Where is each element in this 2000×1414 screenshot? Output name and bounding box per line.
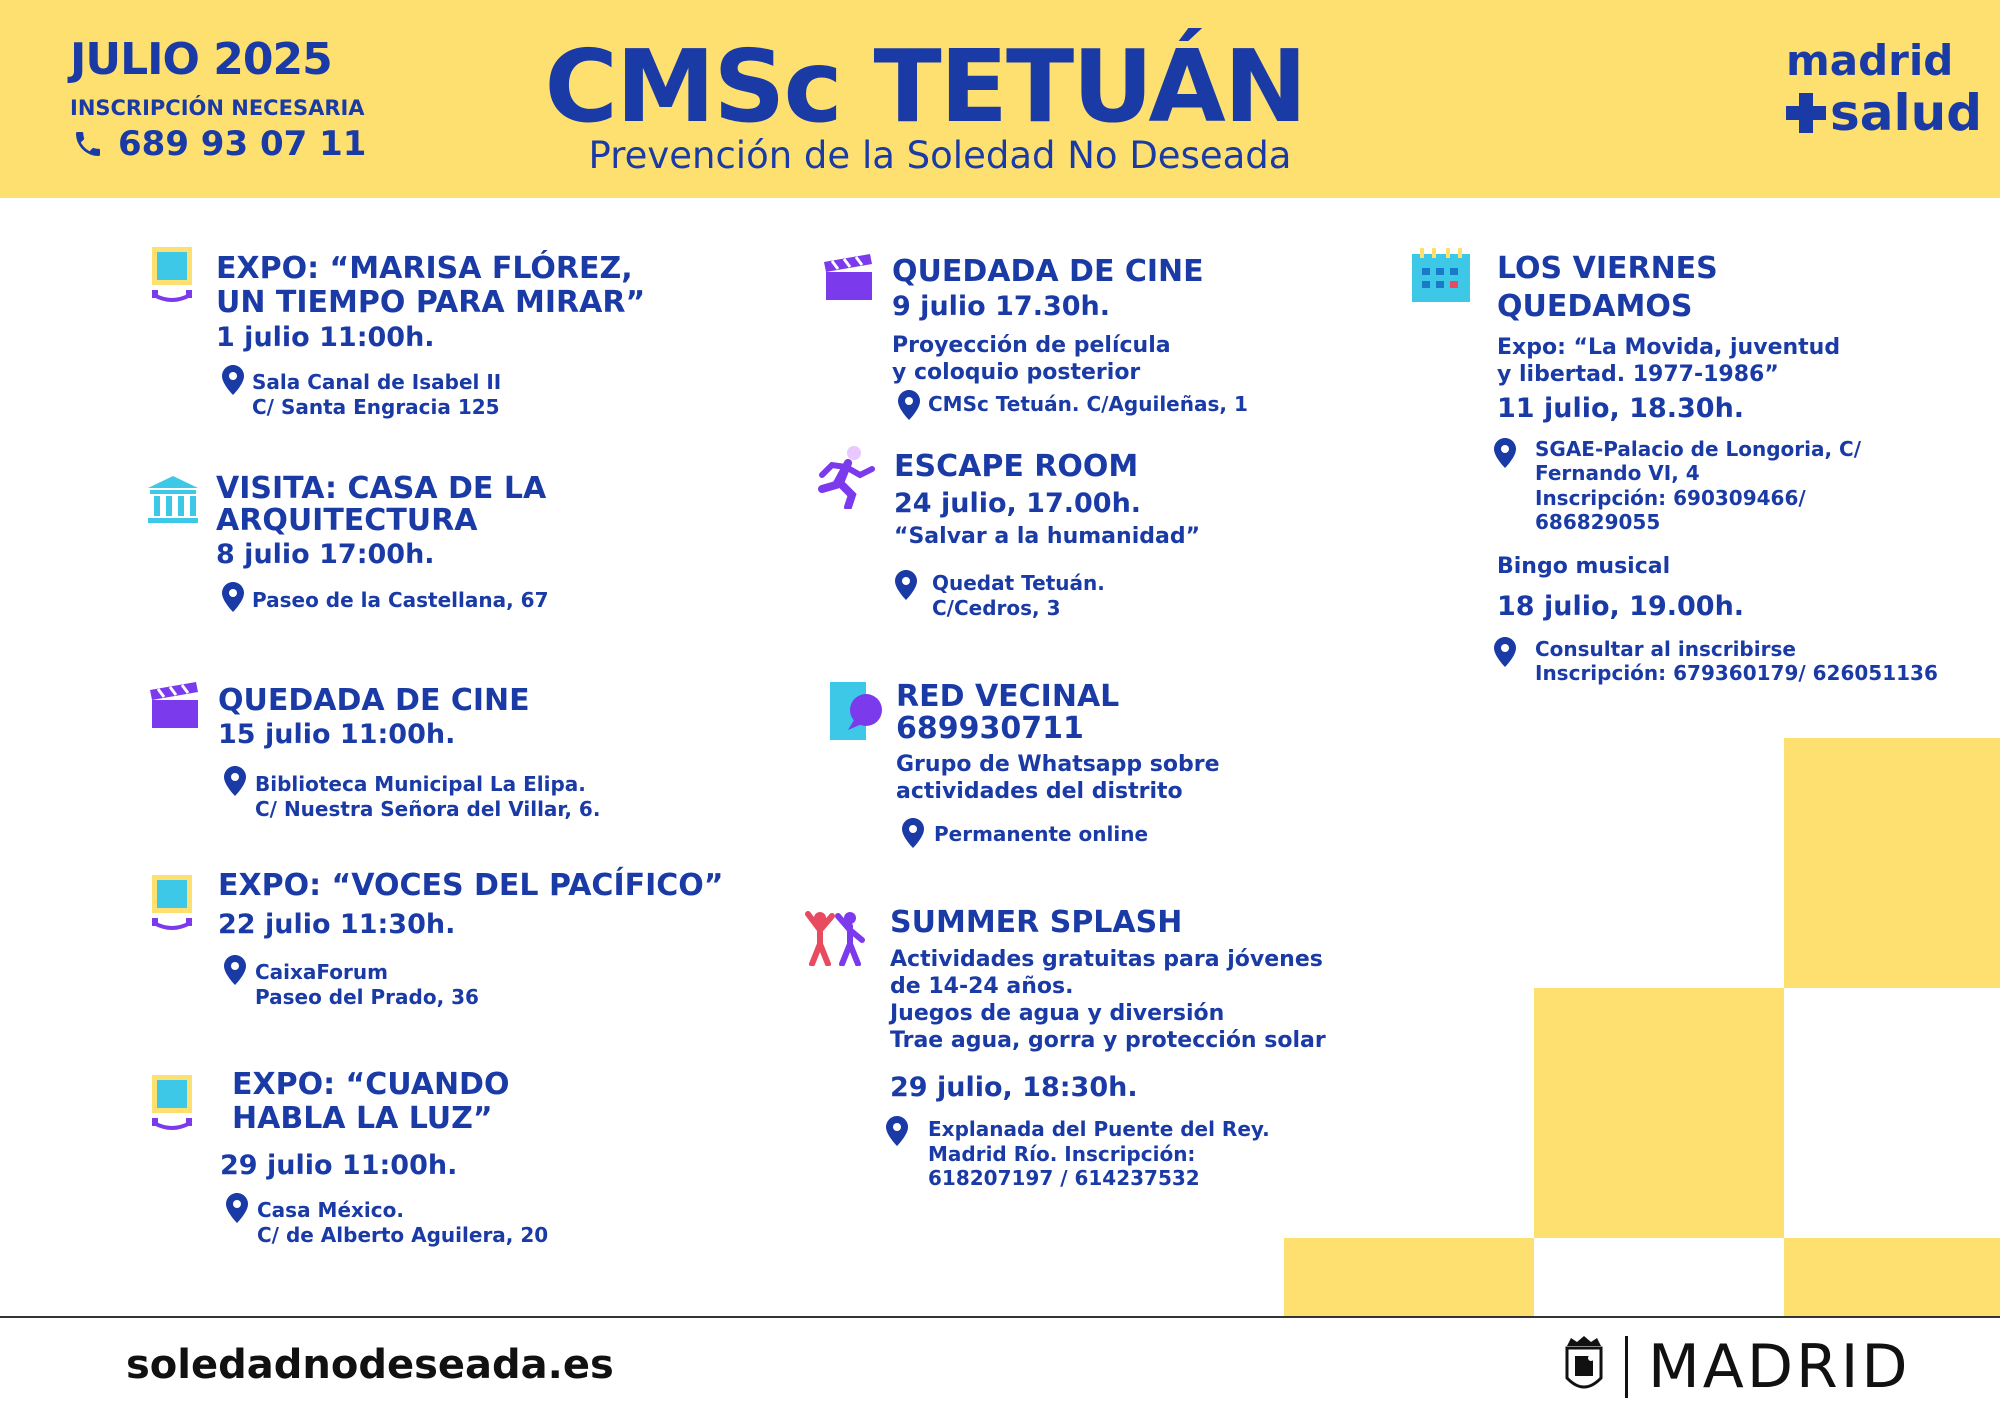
event-date: 9 julio 17.30h. — [892, 291, 1111, 322]
event-title: EXPO: “VOCES DEL PACÍFICO” — [218, 868, 724, 903]
event-location: Quedat Tetuán. — [932, 571, 1105, 595]
madrid-coat-of-arms-icon — [1563, 1334, 1605, 1396]
event-location: Fernando VI, 4 — [1535, 461, 1700, 485]
event-location: Casa México. — [257, 1198, 404, 1222]
event-title: EXPO: “CUANDO — [232, 1067, 510, 1102]
event-location: Paseo de la Castellana, 67 — [252, 588, 549, 612]
madrid-logo-text: MADRID — [1648, 1332, 1911, 1402]
event-location: Consultar al inscribirse — [1535, 637, 1796, 661]
event-title: ARQUITECTURA — [216, 503, 478, 538]
location-pin-icon — [886, 1116, 908, 1146]
picture-frame-icon — [150, 873, 198, 931]
page-subtitle: Prevención de la Soledad No Deseada — [588, 134, 1292, 177]
event-location: Madrid Río. Inscripción: — [928, 1142, 1196, 1166]
clapperboard-icon — [148, 680, 200, 730]
event-location: C/ Santa Engracia 125 — [252, 395, 500, 419]
chat-phone-icon — [828, 680, 886, 742]
inscription-label: INSCRIPCIÓN NECESARIA — [70, 96, 365, 120]
event-title: QUEDADA DE CINE — [892, 254, 1204, 289]
event-location: CMSc Tetuán. C/Aguileñas, 1 — [928, 392, 1248, 416]
location-pin-icon — [226, 1193, 248, 1223]
event-date: 18 julio, 19.00h. — [1497, 591, 1745, 622]
event-description: Proyección de película — [892, 333, 1171, 358]
picture-frame-icon — [150, 1073, 198, 1131]
event-description: de 14-24 años. — [890, 974, 1074, 999]
location-pin-icon — [222, 582, 244, 612]
location-pin-icon — [224, 955, 246, 985]
event-date: 24 julio, 17.00h. — [894, 488, 1142, 519]
website-link[interactable]: soledadnodeseada.es — [126, 1342, 614, 1388]
location-pin-icon — [224, 766, 246, 796]
location-pin-icon — [1494, 637, 1516, 667]
event-location: C/ de Alberto Aguilera, 20 — [257, 1223, 549, 1247]
event-location: Permanente online — [934, 822, 1149, 846]
event-location: 686829055 — [1535, 510, 1661, 534]
event-location: Inscripción: 679360179/ 626051136 — [1535, 661, 1938, 685]
location-pin-icon — [902, 818, 924, 848]
cross-icon — [1786, 93, 1826, 133]
event-date: 8 julio 17:00h. — [216, 539, 435, 570]
event-location: C/ Nuestra Señora del Villar, 6. — [255, 797, 601, 821]
page-title: CMSc TETUÁN — [544, 28, 1306, 145]
event-title: QUEDADA DE CINE — [218, 683, 530, 718]
event-title: RED VECINAL — [896, 679, 1120, 714]
event-title: VISITA: CASA DE LA — [216, 471, 547, 506]
event-location: Biblioteca Municipal La Elipa. — [255, 772, 586, 796]
event-title: QUEDAMOS — [1497, 289, 1693, 324]
madrid-salud-logo-text: madrid — [1786, 36, 1954, 85]
event-description: Actividades gratuitas para jóvenes — [890, 947, 1323, 972]
deco-block — [1784, 1238, 2000, 1316]
event-title: EXPO: “MARISA FLÓREZ, — [216, 251, 633, 286]
event-location: C/Cedros, 3 — [932, 596, 1061, 620]
event-description: actividades del distrito — [896, 779, 1183, 804]
madrid-salud-logo: salud — [1786, 84, 1982, 142]
deco-block — [1784, 738, 2000, 988]
event-location: CaixaForum — [255, 960, 388, 984]
event-date: 29 julio, 18:30h. — [890, 1072, 1138, 1103]
event-location: Sala Canal de Isabel II — [252, 370, 502, 394]
event-date: 11 julio, 18.30h. — [1497, 393, 1745, 424]
deco-block — [1534, 988, 1784, 1238]
event-title: LOS VIERNES — [1497, 251, 1718, 286]
footer-divider — [0, 1316, 2000, 1318]
event-description: “Salvar a la humanidad” — [894, 524, 1201, 549]
location-pin-icon — [222, 365, 244, 395]
event-title: ESCAPE ROOM — [894, 449, 1139, 484]
location-pin-icon — [1494, 438, 1516, 468]
event-description: Grupo de Whatsapp sobre — [896, 752, 1220, 777]
event-description: y coloquio posterior — [892, 360, 1141, 385]
location-pin-icon — [895, 570, 917, 600]
event-subtitle: 689930711 — [896, 711, 1084, 746]
footer-separator — [1625, 1336, 1628, 1398]
event-location: SGAE-Palacio de Longoria, C/ — [1535, 437, 1862, 461]
event-location: Explanada del Puente del Rey. — [928, 1117, 1270, 1141]
event-date: 29 julio 11:00h. — [220, 1150, 458, 1181]
event-description: Bingo musical — [1497, 554, 1671, 579]
picture-frame-icon — [150, 245, 198, 303]
event-description: y libertad. 1977-1986” — [1497, 362, 1779, 387]
museum-icon — [146, 474, 200, 524]
event-description: Expo: “La Movida, juventud — [1497, 335, 1841, 360]
event-title: HABLA LA LUZ” — [232, 1101, 493, 1136]
phone-number: 689 93 07 11 — [118, 124, 367, 164]
event-location: Paseo del Prado, 36 — [255, 985, 479, 1009]
month-label: JULIO 2025 — [70, 34, 332, 85]
location-pin-icon — [898, 390, 920, 420]
calendar-icon — [1410, 246, 1472, 304]
people-celebrating-icon — [804, 910, 868, 966]
event-title: SUMMER SPLASH — [890, 905, 1183, 940]
event-date: 22 julio 11:30h. — [218, 909, 456, 940]
event-location: Inscripción: 690309466/ — [1535, 486, 1806, 510]
event-description: Juegos de agua y diversión — [890, 1001, 1225, 1026]
event-date: 15 julio 11:00h. — [218, 719, 456, 750]
event-location: 618207197 / 614237532 — [928, 1166, 1200, 1190]
event-date: 1 julio 11:00h. — [216, 322, 435, 353]
running-person-icon — [812, 445, 876, 509]
deco-block — [1284, 1238, 1534, 1316]
clapperboard-icon — [822, 252, 874, 302]
event-description: Trae agua, gorra y protección solar — [890, 1028, 1326, 1053]
event-title: UN TIEMPO PARA MIRAR” — [216, 285, 646, 320]
